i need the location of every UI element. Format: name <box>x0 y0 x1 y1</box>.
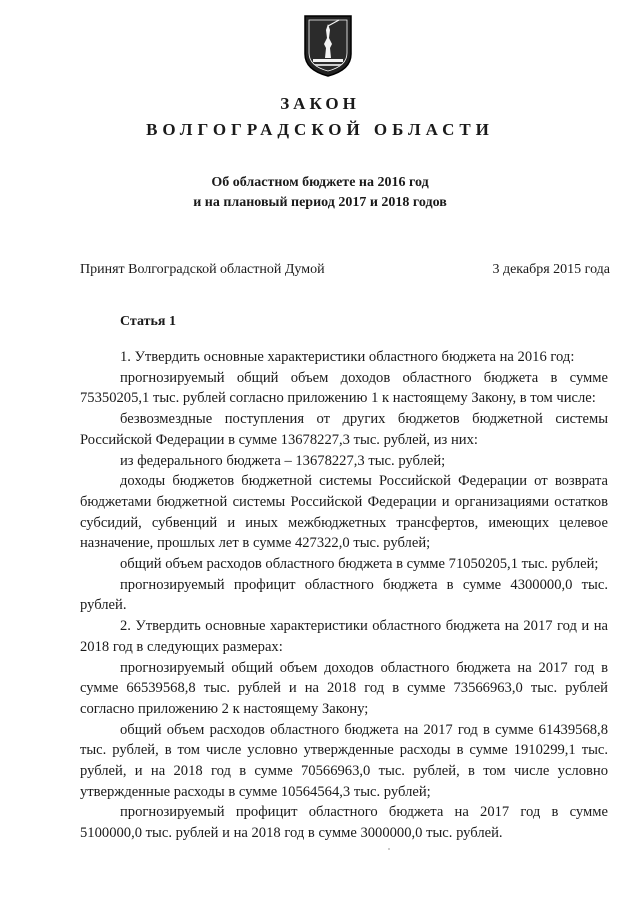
law-label: ЗАКОН <box>280 94 360 113</box>
article-paragraph: 2. Утвердить основные характеристики областного бюджета на 2017 год и на 2018 год в следующих размерах: <box>80 618 608 655</box>
scan-speck <box>388 848 390 850</box>
region-title: ВОЛГОГРАДСКОЙ ОБЛАСТИ <box>146 120 494 139</box>
article-paragraph: доходы бюджетов бюджетной системы Российской Федерации от возврата бюджетами бюджетной системы Российской Федерации и организациями остатков субсидий, субвенций и иных межбюджетных трансфертов, имеющих целевое назначение, прошлых лет в сумме 427322,0 тыс. рублей; <box>80 473 608 552</box>
article-paragraph: прогнозируемый общий объем доходов областного бюджета на 2017 год в сумме 66539568,8 тыс. рублей и на 2018 год в сумме 73566963,0 тыс. рублей согласно приложению 2 к настоящему Закону; <box>80 659 608 717</box>
law-subtitle-line2: и на плановый период 2017 и 2018 годов <box>193 195 447 210</box>
law-subtitle-line1: Об областном бюджете на 2016 год <box>211 175 429 190</box>
article-paragraph: общий объем расходов областного бюджета на 2017 год в сумме 61439568,8 тыс. рублей, в том числе условно утвержденные расходы в сумме 1910299,1 тыс. рублей, и на 2018 год в сумме 70566963,0 тыс. рублей, в том числе условно утвержденные расходы в сумме 10564564,3 тыс. рублей; <box>80 721 608 800</box>
adoption-date: 3 декабря 2015 года <box>492 262 610 277</box>
article-paragraph: 1. Утвердить основные характеристики областного бюджета на 2016 год: <box>120 349 575 365</box>
article-heading: Статья 1 <box>120 314 176 329</box>
article-paragraph: прогнозируемый профицит областного бюджета в сумме 4300000,0 тыс. рублей. <box>80 576 608 614</box>
article-body <box>80 347 608 844</box>
article-paragraph: прогнозируемый общий объем доходов областного бюджета в сумме 75350205,1 тыс. рублей согласно приложению 1 к настоящему Закону, в том числе: <box>80 369 608 407</box>
coat-of-arms-icon <box>303 14 353 78</box>
adopted-by-text: Принят Волгоградской областной Думой <box>80 262 325 277</box>
article-paragraph: безвозмездные поступления от других бюджетов бюджетной системы Российской Федерации в сумме 13678227,3 тыс. рублей, из них: <box>80 411 608 448</box>
article-paragraph: общий объем расходов областного бюджета в сумме 71050205,1 тыс. рублей; <box>120 556 599 573</box>
article-paragraph: из федерального бюджета – 13678227,3 тыс. рублей; <box>120 452 446 469</box>
article-paragraph: прогнозируемый профицит областного бюджета на 2017 год в сумме 5100000,0 тыс. рублей и на 2018 год в сумме 3000000,0 тыс. рублей. <box>80 804 608 842</box>
